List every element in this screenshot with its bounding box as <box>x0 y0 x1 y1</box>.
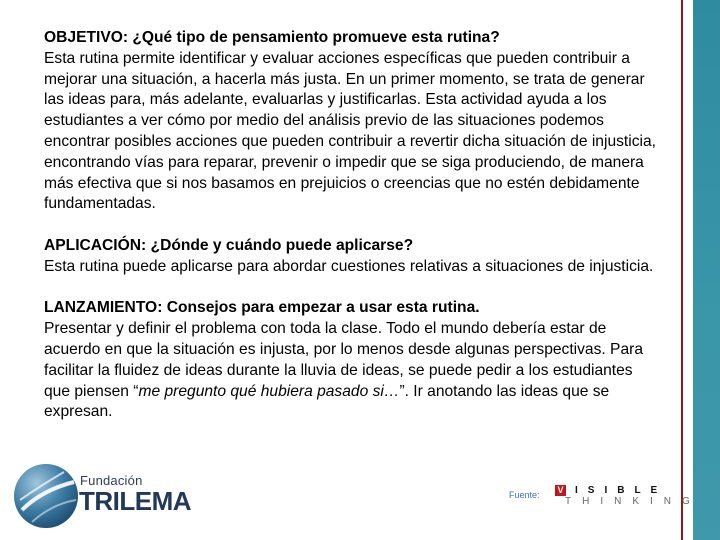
section-heading: OBJETIVO: ¿Qué tipo de pensamiento promueve esta rutina? <box>44 29 500 46</box>
section-aplicacion <box>44 236 660 278</box>
section-body: Esta rutina puede aplicarse para abordar cuestiones relativas a situaciones de injusticia. <box>44 257 654 275</box>
section-body-text-end: ”. Ir anotando las ideas que se expresan. <box>44 382 610 421</box>
visible-text: ISIBLE <box>575 485 668 496</box>
visible-thinking-logo <box>555 485 701 507</box>
section-heading: APLICACIÓN: ¿Dónde y cuándo puede aplicarse? <box>44 236 414 254</box>
teal-vertical-stripe <box>693 0 720 540</box>
slide-content <box>44 28 660 444</box>
logo-fundacion-text: Fundación <box>80 473 143 488</box>
visible-v-box: V <box>555 485 566 496</box>
section-body <box>44 319 660 423</box>
section-body: Esta rutina permite identificar y evaluar acciones específicas que pueden contribuir a mejorar una situación, a hacerla más justa. En un primer momento, se trata de generar las ideas para, más adelante, evaluarlas y justificarlas. Esta actividad ayuda a los estudiantes a ver cómo por medio del análisis previo de las situaciones podemos encontrar posibles acciones que pueden contribuir a revertir dicha situación de injusticia, encontrando vías para reparar, prevenir o impedir que se siga produciendo, de manera más efectiva que si nos basamos en prejuicios o creencias que no estén debidamente fundamentadas. <box>44 49 656 213</box>
fuente-label: Fuente: <box>509 490 540 500</box>
section-body-text: Presentar y definir el problema con toda la clase. Todo el mundo debería estar de acuerdo en que la situación es injusta, por lo menos desde algunas perspectivas. Para facilitar la fluidez de ideas durante la lluvia de ideas, se puede pedir a los estudiantes que piensen “ <box>44 320 643 400</box>
thinking-text: THINKING <box>565 496 701 507</box>
logo-trilema-text: TRILEMA <box>79 486 192 516</box>
section-heading: LANZAMIENTO: Consejos para empezar a usar esta rutina. <box>44 299 480 317</box>
section-body-italic: me pregunto qué hubiera pasado si… <box>138 382 400 400</box>
section-objetivo <box>44 28 660 215</box>
red-vertical-stripe <box>681 0 683 540</box>
section-lanzamiento <box>44 298 660 423</box>
